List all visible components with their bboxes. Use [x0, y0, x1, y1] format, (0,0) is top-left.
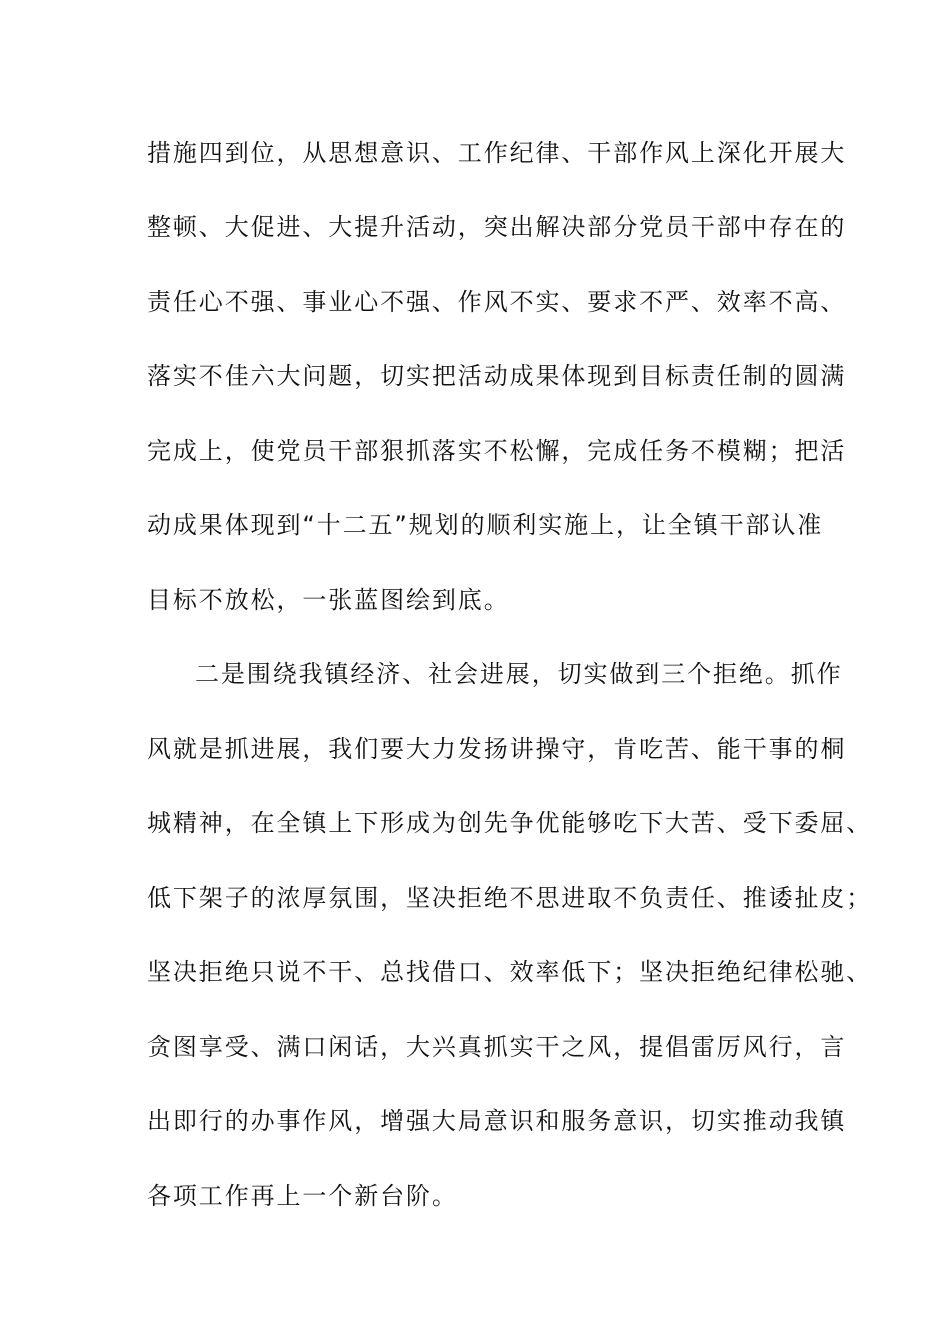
text-line-5: 完成上，使党员干部狠抓落实不松懈，完成任务不模糊；把活 — [147, 437, 847, 465]
text-line-12: 坚决拒绝只说不干、总找借口、效率低下；坚决拒绝纪律松驰、 — [147, 958, 873, 986]
text-line-14: 出即行的办事作风，增强大局意识和服务意识，切实推动我镇 — [147, 1107, 847, 1135]
text-line-11: 低下架子的浓厚氛围，坚决拒绝不思进取不负责任、推诿扯皮； — [147, 884, 873, 912]
text-line-8: 二是围绕我镇经济、社会进展，切实做到三个拒绝。抓作 — [195, 660, 843, 688]
text-line-4: 落实不佳六大问题，切实把活动成果体现到目标责任制的圆满 — [147, 362, 847, 390]
text-line-15: 各项工作再上一个新台阶。 — [147, 1182, 458, 1210]
text-line-10: 城精神，在全镇上下形成为创先争优能够吃下大苦、受下委屈、 — [147, 809, 873, 837]
text-line-9: 风就是抓进展，我们要大力发扬讲操守，肯吃苦、能干事的桐 — [147, 735, 847, 763]
text-line-6: 动成果体现到“十二五”规划的顺利实施上，让全镇干部认准 — [147, 511, 824, 539]
text-line-1: 措施四到位，从思想意识、工作纪律、干部作风上深化开展大 — [147, 139, 847, 167]
text-line-2: 整顿、大促进、大提升活动，突出解决部分党员干部中存在的 — [147, 213, 847, 241]
text-line-13: 贪图享受、满口闲话，大兴真抓实干之风，提倡雷厉风行，言 — [147, 1033, 847, 1061]
text-line-7: 目标不放松，一张蓝图绘到底。 — [147, 586, 510, 614]
text-line-3: 责任心不强、事业心不强、作风不实、要求不严、效率不高、 — [147, 288, 847, 316]
